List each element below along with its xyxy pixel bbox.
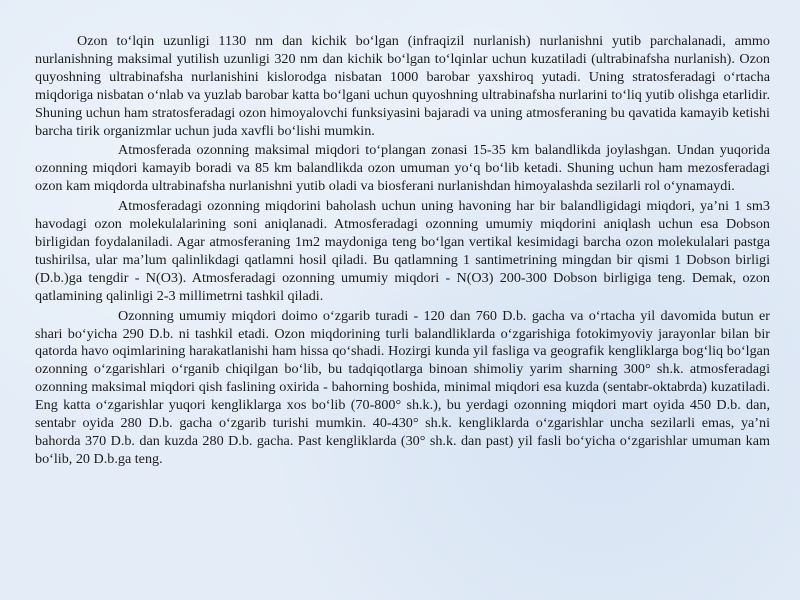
paragraph-ozone-altitude: Atmosferada ozonning maksimal miqdori to‘plangan zonasi 15-35 km balandlikda joylashgan. Undan yuqorida ozonning miqdori kamayib boradi va 85 km balandlikda ozon umuman yo‘q bo‘lib ketadi. Shuning uchun ham mezosferadagi ozon kam miqdorda ultrabinafsha nurlanishni yutib oladi va biosferani nurlanishdan himoyalashda sezilarli rol o‘ynamaydi. xyxy=(35,142,770,195)
document-page xyxy=(35,33,770,593)
paragraph-ozone-absorption: Ozon to‘lqin uzunligi 1130 nm dan kichik bo‘lgan (infraqizil nurlanish) nurlanishni yutib parchalanadi, ammo nurlanishning maksimal yutilish uzunligi 320 nm dan kichik bo‘lgan to‘lqinlar uchun kuzatiladi (ultrabinafsha nurlanish). Ozon quyoshning ultrabinafsha nurlanishini kislorodga nisbatan 1000 barobar yaxshiroq yutadi. Uning stratosferadagi o‘rtacha miqdoriga nisbatan o‘nlab va yuzlab barobar katta bo‘lgani uchun quyoshning ultrabinafsha nurlarini to‘liq yutib olishga etarlidir. Shuning uchun ham stratosferadagi ozon himoyalovchi funksiyasini bajaradi va uning atmosferaning bu qavatida kamayib ketishi barcha tirik organizmlar uchun juda xavfli bo‘lishi mumkin. xyxy=(35,33,770,139)
paragraph-ozone-variation: Ozonning umumiy miqdori doimo o‘zgarib turadi - 120 dan 760 D.b. gacha va o‘rtacha yil davomida butun er shari bo‘yicha 290 D.b. ni tashkil etadi. Ozon miqdorining turli balandliklarda o‘zgarishiga fotokimyoviy jarayonlar bilan bir qatorda havo oqimlarining harakatlanishi ham hissa qo‘shadi. Hozirgi kunda yil fasliga va geografik kengliklarga bog‘liq bo‘lgan ozonning o‘zgarishlari o‘rganib chiqilgan bo‘lib, bu tadqiqotlarga binoan shimoliy yarim sharning 300° sh.k. atmosferadagi ozonning maksimal miqdori qish faslining oxirida - bahorning boshida, minimal miqdori esa kuzda (sentabr-oktabrda) kuzatiladi. Eng katta o‘zgarishlar yuqori kengliklarga xos bo‘lib (70-800° sh.k.), bu yerdagi ozonning miqdori mart oyida 450 D.b. dan, sentabr oyida 280 D.b. gacha o‘zgarib turishi mumkin. 40-430° sh.k. kengliklarda o‘zgarishlar uncha sezilarli emas, ya’ni bahorda 370 D.b. dan kuzda 280 D.b. gacha. Past kengliklarda (30° sh.k. dan past) yil fasli bo‘yicha o‘zgarishlar umuman kam bo‘lib, 20 D.b.ga teng. xyxy=(35,307,770,467)
paragraph-dobson-unit: Atmosferadagi ozonning miqdorini baholash uchun uning havoning har bir balandligidagi miqdori, ya’ni 1 sm3 havodagi ozon molekulalarining soni aniqlanadi. Atmosferadagi ozonning umumiy miqdorini aniqlash uchun esa Dobson birligidan foydalaniladi. Agar atmosferaning 1m2 maydoniga teng bo‘lgan vertikal kesimidagi barcha ozon molekulalari pastga tushirilsa, ular ma’lum qalinlikdagi qatlamni hosil qiladi. Bu qatlamning 1 santimetrining mingdan bir qismi 1 Dobson birligi (D.b.)ga tengdir - N(O3). Atmosferadagi ozonning umumiy miqdori - N(O3) 200-300 Dobson birligiga teng. Demak, ozon qatlamining qalinligi 2-3 millimetrni tashkil qiladi. xyxy=(35,198,770,304)
